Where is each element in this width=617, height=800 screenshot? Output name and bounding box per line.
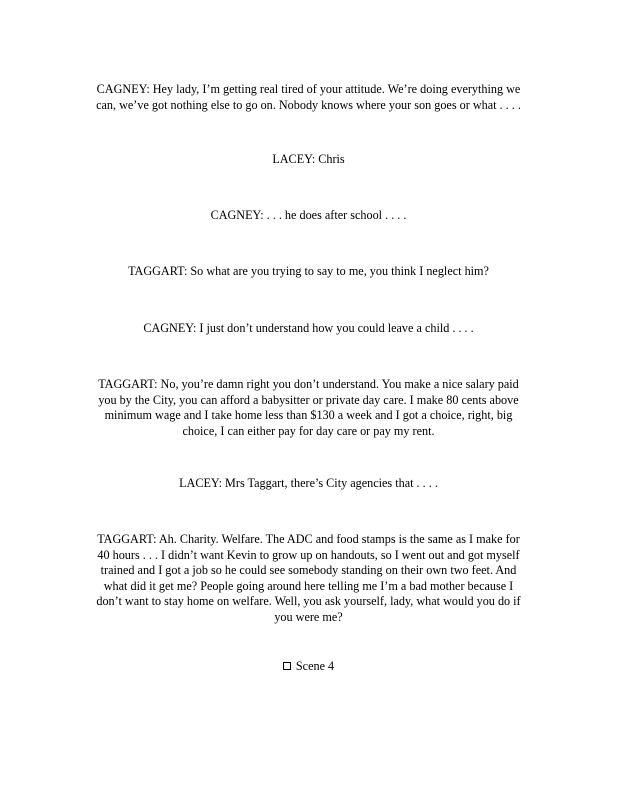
dialogue-paragraph: CAGNEY: I just don’t understand how you could leave a child . . . . [143,321,474,335]
dialogue-paragraph: LACEY: Mrs Taggart, there’s City agencies that . . . . [179,476,438,490]
dialogue-paragraph: TAGGART: So what are you trying to say to me, you think I neglect him? [128,264,489,278]
scene-heading-label: Scene 4 [295,659,335,673]
dialogue-paragraph: TAGGART: Ah. Charity. Welfare. The ADC and food stamps is the same as I make for 40 hours . . . I didn’t want Kevin to grow up on handouts, so I went out and got myself trained and I got a job so he could see somebody standing on their own two feet. And what did it get me? People going around here telling me I’m a bad mother because I don’t want to stay home on welfare. Well, you ask yourself, lady, what would you do if you were me? [96,532,521,624]
dialogue-paragraph: LACEY: Chris [272,152,345,166]
checkbox-icon [283,662,291,670]
dialogue-paragraph: CAGNEY: . . . he does after school . . . . [210,208,407,222]
scene-heading [90,659,527,675]
dialogue-paragraph: CAGNEY: Hey lady, I’m getting real tired of your attitude. We’re doing everything we can, we’ve got nothing else to go on. Nobody knows where your son goes or what . . . . [96,82,521,112]
dialogue-paragraph: TAGGART: No, you’re damn right you don’t understand. You make a nice salary paid you by the City, you can afford a babysitter or private day care. I make 80 cents above minimum wage and I take home less than $130 a week and I got a choice, right, big choice, I can either pay for day care or pay my rent. [98,377,519,438]
